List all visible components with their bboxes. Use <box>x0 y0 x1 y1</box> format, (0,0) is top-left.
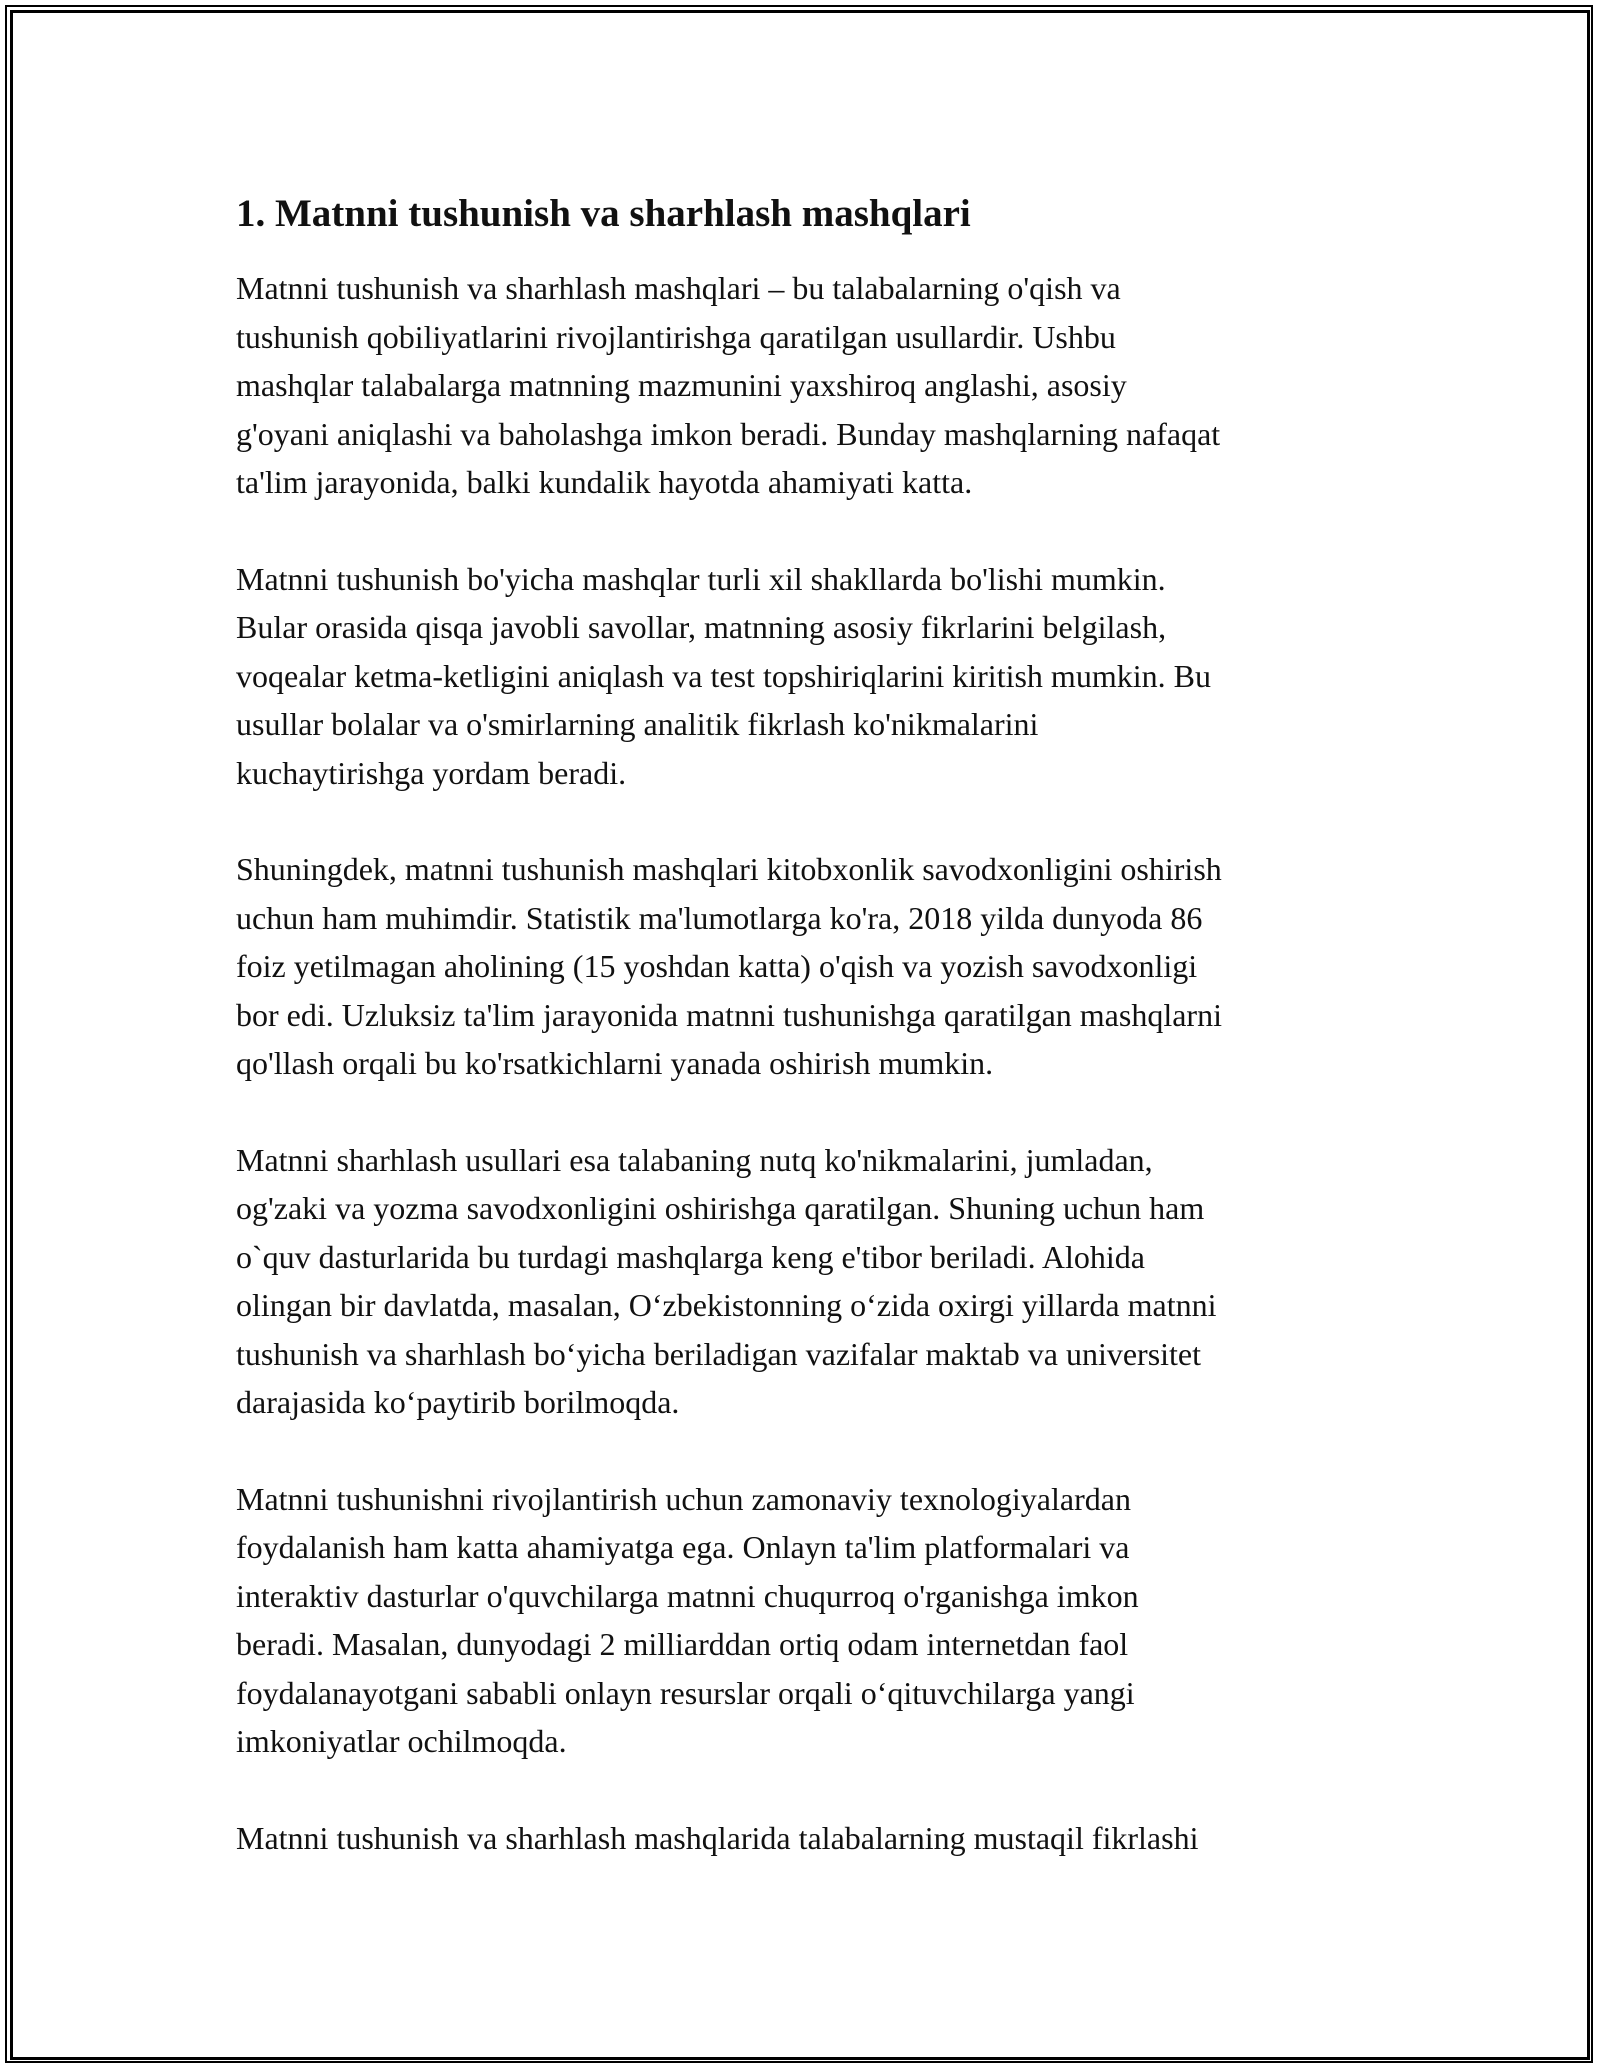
text-line: bor edi. Uzluksiz ta'lim jarayonida matnni tushunishga qaratilgan mashqlarni <box>236 996 1222 1033</box>
text-line: g'oyani aniqlashi va baholashga imkon beradi. Bunday mashqlarning nafaqat <box>236 415 1221 452</box>
paragraph <box>236 1475 1376 1766</box>
paragraph <box>236 1136 1376 1427</box>
section-heading: 1. Matnni tushunish va sharhlash mashqlari <box>236 192 971 235</box>
text-line: Matnni sharhlash usullari esa talabaning nutq ko'nikmalarini, jumladan, <box>236 1141 1153 1178</box>
text-line: foiz yetilmagan aholining (15 yoshdan katta) o'qish va yozish savodxonligi <box>236 948 1198 984</box>
text-line: kuchaytirishga yordam beradi. <box>236 754 627 791</box>
text-line: olingan bir davlatda, masalan, O‘zbekistonning o‘zida oxirgi yillarda matnni <box>236 1287 1217 1323</box>
text-line: mashqlar talabalarga matnning mazmunini yaxshiroq anglashi, asosiy <box>236 367 1127 403</box>
text-line: Matnni tushunish bo'yicha mashqlar turli xil shakllarda bo'lishi mumkin. <box>236 560 1166 597</box>
text-line: usullar bolalar va o'smirlarning analitik fikrlash ko'nikmalarini <box>236 706 1039 742</box>
text-line: Bular orasida qisqa javobli savollar, matnning asosiy fikrlarini belgilash, <box>236 609 1167 645</box>
text-line: tushunish qobiliyatlarini rivojlantirishga qaratilgan usullardir. Ushbu <box>236 318 1116 355</box>
text-line: ta'lim jarayonida, balki kundalik hayotda ahamiyati katta. <box>236 464 973 500</box>
text-line: Matnni tushunishni rivojlantirish uchun zamonaviy texnologiyalardan <box>236 1480 1131 1517</box>
text-line: imkoniyatlar ochilmoqda. <box>236 1723 567 1759</box>
text-line: qo'llash orqali bu ko'rsatkichlarni yanada oshirish mumkin. <box>236 1045 994 1081</box>
text-line: uchun ham muhimdir. Statistik ma'lumotlarga ko'ra, 2018 yilda dunyoda 86 <box>236 899 1203 936</box>
document-body <box>236 186 1376 1910</box>
paragraph <box>236 1814 1376 1863</box>
paragraph <box>236 845 1376 1088</box>
text-line: tushunish va sharhlash bo‘yicha beriladigan vazifalar maktab va universitet <box>236 1335 1202 1372</box>
text-line: Matnni tushunish va sharhlash mashqlarida talabalarning mustaqil fikrlashi <box>236 1819 1199 1856</box>
text-line: interaktiv dasturlar o'quvchilarga matnni chuqurroq o'rganishga imkon <box>236 1577 1139 1614</box>
text-line: voqealar ketma-ketligini aniqlash va test topshiriqlarini kiritish mumkin. Bu <box>236 657 1211 694</box>
paragraph-list <box>236 264 1376 1862</box>
text-line: darajasida ko‘paytirib borilmoqda. <box>236 1384 680 1420</box>
text-line: o`quv dasturlarida bu turdagi mashqlarga keng e'tibor beriladi. Alohida <box>236 1238 1145 1275</box>
paragraph <box>236 555 1376 798</box>
text-line: og'zaki va yozma savodxonligini oshirishga qaratilgan. Shuning uchun ham <box>236 1190 1205 1226</box>
text-line: foydalanish ham katta ahamiyatga ega. Onlayn ta'lim platformalari va <box>236 1529 1130 1565</box>
paragraph <box>236 264 1376 507</box>
text-line: beradi. Masalan, dunyodagi 2 milliarddan ortiq odam internetdan faol <box>236 1626 1129 1662</box>
text-line: foydalanayotgani sababli onlayn resurslar orqali o‘qituvchilarga yangi <box>236 1674 1135 1711</box>
text-line: Shuningdek, matnni tushunish mashqlari kitobxonlik savodxonligini oshirish <box>236 851 1222 887</box>
text-line: Matnni tushunish va sharhlash mashqlari – bu talabalarning o'qish va <box>236 270 1121 306</box>
